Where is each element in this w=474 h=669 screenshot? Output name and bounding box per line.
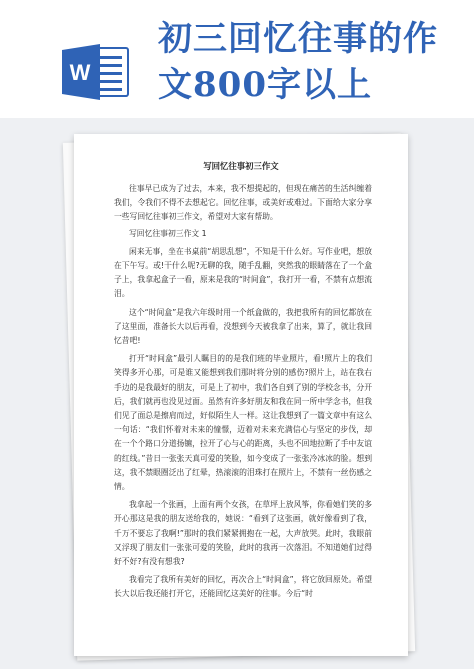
section-heading: 写回忆往事初三作文 1 xyxy=(129,228,207,238)
paragraph: 我看完了我所有美好的回忆，再次合上“时间盒”，将它放回原处。希望长大以后我还能打开它，还能回忆这美好的往事。今后“时 xyxy=(114,575,372,599)
paragraph-intro: 往事早已成为了过去，本来，我不想提起的，但现在痛苦的生活纠缠着我们，令我们不得不去想起它。回忆往事，或美好或难过。下面给大家分享一些写回忆往事初三作文，希望对大家有帮助。 xyxy=(114,184,372,222)
document-title: 写回忆往事初三作文 xyxy=(203,161,279,171)
document-page xyxy=(74,134,408,656)
banner-title-line-2: 文800字以上 xyxy=(158,65,372,105)
word-icon-letter: W xyxy=(69,60,91,85)
paragraph: 打开“时间盒”最引人瞩目的的是我们班的毕业照片，看!照片上的我们笑得多开心那，可是谁又能想到我们那时将分别的感伤?照片上，站在我右手边的是我最好的朋友，可是上了初中，我们各自到了别的学校念书，分开后，我们就再也没见过面。虽然有许多好朋友和我在同一所中学念书，但我们见了面总是擦肩而过，好似陌生人一样。这让我想到了一篇文章中有这么一句话：“我们怀着对未来的憧憬，迈着对未来充满信心与坚定的步伐，却在一个个路口分道扬镳，拉开了心与心的距离，头也不回地拉断了手中友谊的红线。”昔日一张张天真可爱的笑脸，如今变成了一张张冷冰冰的脸。想到这，我不禁眼圈泛出了红晕，热滚滚的泪珠打在照片上，不禁有一丝伤感之情。 xyxy=(114,354,372,492)
paragraph: 这个“时间盒”是我六年级时用一个纸盒做的，我把我所有的回忆都放在了这里面，准备长大以后再看，没想到今天被我拿了出来，算了，就让我回忆昔吧! xyxy=(114,307,372,346)
paragraph: 我拿起一个张画，上面有两个女孩，在草坪上放风筝，你看她们笑的多开心那这是我的朋友送给我的，她说：“看到了这张画，就好像看到了我，千万不要忘了我啊!”那时的我们紧紧拥抱在一起，大声放哭。此时，我眼前又浮现了朋友们一张张可爱的笑脸，此时的我再一次落泪。不知道她们过得好不好?有没有想我? xyxy=(114,500,372,567)
banner-title-line-1: 初三回忆往事的作 xyxy=(158,19,438,59)
document-banner xyxy=(0,0,474,118)
word-document-icon xyxy=(60,42,132,102)
banner-title xyxy=(158,16,458,108)
paragraph: 闲来无事，坐在书桌前“胡思乱想”，不知是干什么好。写作业吧，想放在下午写。或!干什么呢?无聊的我，随手乱翻，突然我的眼睛落在了一个盒子上，我拿起盒子一看，原来是我的“时间盒”，我打开一看，不禁有点想流泪。 xyxy=(114,246,372,299)
document-body xyxy=(74,182,408,602)
